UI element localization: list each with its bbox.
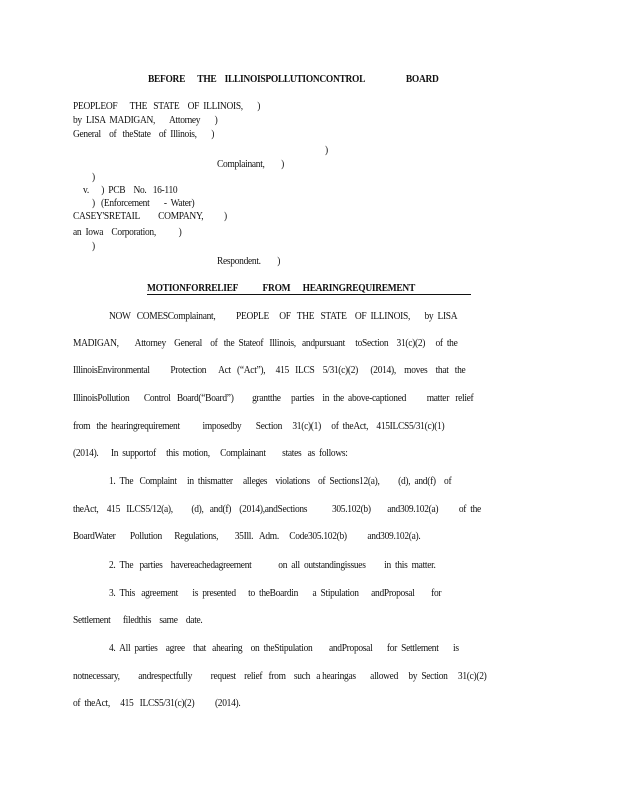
caption-case-type: ) (Enforcement - Water): [92, 197, 195, 209]
paragraph-4-line-1: 3. This agreement is presented to theBoardin a Stipulation andProposal for: [109, 587, 442, 599]
paragraph-1-line-6: (2014). In supportof this motion, Complainant states as follows:: [73, 447, 348, 459]
paragraph-1-line-3: IllinoisEnvironmental Protection Act (“Act”), 415 ILCS 5/31(c)(2) (2014), moves that the: [73, 364, 466, 376]
caption-respondent: Respondent. ): [217, 255, 281, 267]
caption-line-2: by LISA MADIGAN, Attorney ): [73, 114, 218, 126]
paragraph-5-line-3: of theAct, 415 ILCS5/31(c)(2) (2014).: [73, 697, 241, 709]
paragraph-2-line-2: theAct, 415 ILCS5/12(a), (d), and(f) (2014),andSections 305.102(b) and309.102(a) of the: [73, 503, 481, 515]
paragraph-5-line-1: 4. All parties agree that ahearing on theStipulation andProposal for Settlement is: [109, 642, 459, 654]
caption-line-6: ): [92, 171, 95, 183]
caption-line-3: General of theState of Illinois, ): [73, 128, 215, 140]
caption-line-4: ): [325, 144, 328, 156]
paragraph-1-line-2: MADIGAN, Attorney General of the Stateof Illinois, andpursuant toSection 31(c)(2) of the: [73, 337, 458, 349]
caption-respondent-name: CASEY'SRETAIL COMPANY, ): [73, 210, 227, 222]
paragraph-3: 2. The parties havereachedagreement on all outstandingissues in this matter.: [109, 559, 436, 571]
paragraph-2-line-3: BoardWater Pollution Regulations, 35Ill. Adm. Code305.102(b) and309.102(a).: [73, 530, 421, 542]
motion-title-underline: [147, 294, 471, 295]
paragraph-4-line-2: Settlement filedthis same date.: [73, 614, 203, 626]
document-heading: BEFORE THE ILLINOISPOLLUTIONCONTROL BOARD: [148, 73, 439, 85]
caption-line-11: ): [92, 240, 95, 252]
paragraph-1-line-1: NOW COMESComplainant, PEOPLE OF THE STATE OF ILLINOIS, by LISA: [109, 310, 458, 322]
caption-case-number: v. ) PCB No. 16-110: [83, 184, 178, 196]
caption-line-1: PEOPLEOF THE STATE OF ILLINOIS, ): [73, 100, 261, 112]
paragraph-1-line-4: IllinoisPollution Control Board(“Board”) grantthe parties in the above-captioned matter relief: [73, 392, 474, 404]
paragraph-1-line-5: from the hearingrequirement imposedby Section 31(c)(1) of theAct, 415ILCS5/31(c)(1): [73, 420, 445, 432]
paragraph-5-line-2: notnecessary, andrespectfully request relief from such a hearingas allowed by Section 31(c)(2): [73, 670, 487, 682]
paragraph-2-line-1: 1. The Complaint in thismatter alleges violations of Sections12(a), (d), and(f) of: [109, 475, 452, 487]
motion-title: MOTIONFORRELIEF FROM HEARINGREQUIREMENT: [147, 282, 415, 294]
caption-respondent-type: an Iowa Corporation, ): [73, 226, 182, 238]
caption-complainant: Complainant, ): [217, 158, 284, 170]
